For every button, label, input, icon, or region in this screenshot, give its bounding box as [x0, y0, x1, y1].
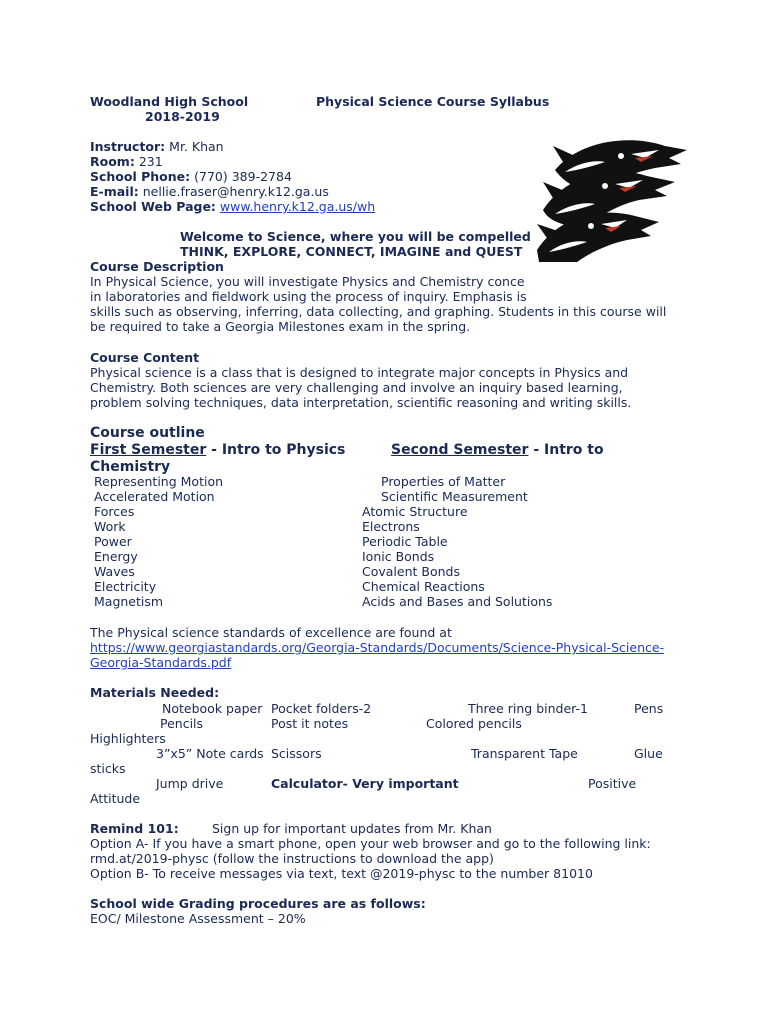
remind-heading: Remind 101: [90, 821, 179, 836]
material-tape: Transparent Tape [471, 746, 578, 761]
list-item: Scientific Measurement [381, 489, 528, 504]
first-semester-line [90, 442, 345, 459]
course-outline-heading: Course outline [90, 425, 205, 441]
instructor-value: Mr. Khan [169, 139, 224, 154]
room-value: 231 [138, 154, 163, 169]
material-binder: Three ring binder-1 [468, 701, 588, 716]
phone-label: School Phone: [90, 169, 191, 184]
second-semester-topic: - Intro to [528, 442, 604, 458]
course-content-line: Chemistry. Both sciences are very challenging and involve an inquiry based learning, [90, 380, 623, 395]
chemistry-topic-list [362, 474, 552, 609]
remind-option-b: Option B- To receive messages via text, text @2019-physc to the number 81010 [90, 866, 593, 881]
list-item: Properties of Matter [381, 474, 506, 489]
material-pocket-folders: Pocket folders-2 [271, 701, 372, 716]
wolf-mascot-logo [535, 132, 695, 262]
material-post-it: Post it notes [271, 716, 349, 731]
course-content-line: Physical science is a class that is designed to integrate major concepts in Physics and [90, 365, 629, 380]
physics-topic-list [94, 474, 223, 609]
welcome-line-2: THINK, EXPLORE, CONNECT, IMAGINE and QUEST [180, 244, 523, 259]
material-colored-pencils: Colored pencils [426, 716, 522, 731]
course-description-line: In Physical Science, you will investigate Physics and Chemistry conce [90, 274, 525, 289]
list-item: Acids and Bases and Solutions [362, 594, 553, 609]
list-item: Electricity [94, 579, 157, 594]
material-highlighters: Highlighters [90, 731, 166, 746]
course-content-heading: Course Content [90, 350, 200, 365]
material-glue: Glue [634, 746, 663, 761]
list-item: Power [94, 534, 132, 549]
course-description-body [90, 274, 680, 334]
list-item: Chemical Reactions [362, 579, 485, 594]
standards-text: The Physical science standards of excellence are found at [90, 625, 452, 640]
web-label: School Web Page: [90, 199, 216, 214]
list-item: Forces [94, 504, 135, 519]
standards-link[interactable]: https://www.georgiastandards.org/Georgia-Standards/Documents/Science-Physical-Science- [90, 640, 665, 655]
material-pencils: Pencils [160, 716, 204, 731]
school-year: 2018-2019 [145, 109, 220, 124]
material-glue-sticks: sticks [90, 761, 126, 776]
materials-heading: Materials Needed: [90, 685, 220, 700]
email-line [90, 184, 329, 199]
list-item: Periodic Table [362, 534, 448, 549]
grading-eoc: EOC/ Milestone Assessment – 20% [90, 911, 306, 926]
material-note-cards: 3”x5” Note cards [156, 746, 264, 761]
course-content-body [90, 365, 680, 410]
email-label: E-mail: [90, 184, 139, 199]
list-item: Waves [94, 564, 135, 579]
list-item: Representing Motion [94, 474, 224, 489]
course-title: Physical Science Course Syllabus [316, 94, 550, 109]
instructor-label: Instructor: [90, 139, 166, 154]
welcome-line-1: Welcome to Science, where you will be compelled [180, 229, 531, 244]
course-description-line: in laboratories and fieldwork using the process of inquiry. Emphasis is [90, 289, 527, 304]
course-description-line: skills such as observing, inferring, data collecting, and graphing. Students in this course will [90, 304, 667, 319]
web-line [90, 199, 375, 214]
list-item: Energy [94, 549, 138, 564]
list-item: Magnetism [94, 594, 164, 609]
material-pens: Pens [634, 701, 664, 716]
remind-link-line: rmd.at/2019-physc (follow the instructions to download the app) [90, 851, 494, 866]
material-jump-drive: Jump drive [156, 776, 224, 791]
instructor-line [90, 139, 224, 154]
second-semester-label: Second Semester [391, 442, 529, 458]
material-attitude: Attitude [90, 791, 141, 806]
list-item: Covalent Bonds [362, 564, 460, 579]
list-item: Atomic Structure [362, 504, 468, 519]
list-item: Ionic Bonds [362, 549, 435, 564]
first-semester-topic: - Intro to Physics [206, 442, 346, 458]
room-line [90, 154, 163, 169]
standards-link-continued[interactable]: Georgia-Standards.pdf [90, 655, 232, 670]
course-description-heading: Course Description [90, 259, 224, 274]
remind-option-a: Option A- If you have a smart phone, open your web browser and go to the following link: [90, 836, 651, 851]
first-semester-label: First Semester [90, 442, 207, 458]
list-item: Work [94, 519, 126, 534]
room-label: Room: [90, 154, 135, 169]
grading-heading: School wide Grading procedures are as follows: [90, 896, 426, 911]
phone-value: (770) 389-2784 [194, 169, 292, 184]
remind-signup: Sign up for important updates from Mr. Khan [212, 821, 492, 836]
list-item: Electrons [362, 519, 420, 534]
course-content-line: problem solving techniques, data interpretation, scientific reasoning and writing skills. [90, 395, 632, 410]
second-semester-line [391, 442, 604, 459]
email-value: nellie.fraser@henry.k12.ga.us [142, 184, 329, 199]
material-positive: Positive [588, 776, 637, 791]
chemistry-label: Chemistry [90, 459, 171, 475]
phone-line [90, 169, 292, 184]
school-name: Woodland High School [90, 94, 249, 109]
material-scissors: Scissors [271, 746, 322, 761]
course-description-line: be required to take a Georgia Milestones exam in the spring. [90, 319, 471, 334]
web-link[interactable]: www.henry.k12.ga.us/wh [219, 199, 376, 214]
material-calculator: Calculator- Very important [271, 776, 459, 791]
list-item: Accelerated Motion [94, 489, 215, 504]
material-notebook-paper: Notebook paper [162, 701, 263, 716]
